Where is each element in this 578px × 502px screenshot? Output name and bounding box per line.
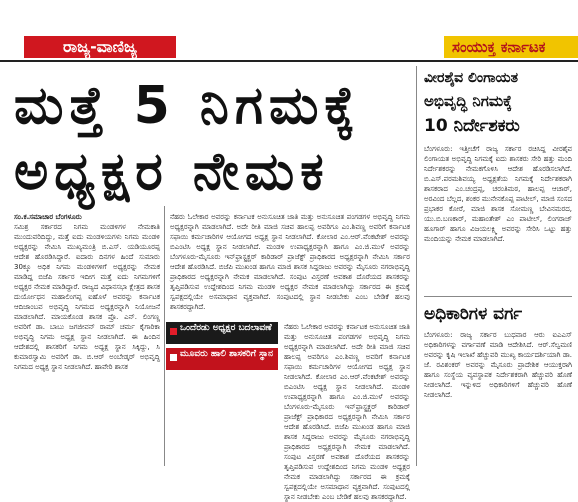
side-story-title-line-2: ಅಭಿವೃದ್ಧಿ ನಿಗಮಕ್ಕೆ: [424, 92, 512, 110]
lead-body-1: ಸಮಿಶ್ರ ಸರ್ಕಾರದ ನಿಗಮ ಮಂಡಳಿಗಳ ನೇಮಕಾತಿ ಮುಂದುವರಿದಿದ್ದು, ಮತ್ತೆ ಐದು ಮಂಡಳಿಯಗಳು ನಿಗಮ ಮಂಡಳಿ ಅಧ್ಯಕ್ಷರನ್ನು ನೇಮಿಸಿ ಮುಖ್ಯಮಂತ್ರಿ ಬಿ.ಎಸ್. ಯಡಿಯೂರಪ್ಪ ಆದೇಶ ಹೊರಡಿಸಿದ್ದಾರೆ. ಐದಾರು ದಿನಗಳ ಹಿಂದೆ ಸುಮಾರು 30ಕ್ಕೂ ಅಧಿಕ ನಿಗಮ ಮಂಡಳಿಗಳಿಗೆ ಅಧ್ಯಕ್ಷರನ್ನು ನೇಮಕ ಮಾಡಿದ್ದ ಬಿಜೆಪಿ ಸರ್ಕಾರ ಇದೀಗ ಮತ್ತೆ ಐದು ನಿಗಮಗಳಿಗೆ ಅಧ್ಯಕ್ಷರ ನೇಮಕ ಮಾಡಿದ್ದಾರೆ. ರಾಜ್ಯದ ವಿಧಾನಸಭಾ ಕ್ಷೇತ್ರದ ಶಾಸಕ ದುರ್ಯೋಧನ ಮಹಾಲಿಂಗಪ್ಪ ಐಹೊಳೆ ಅವರನ್ನು ಕರ್ನಾಟಕ ಆದಿಜಾಂಬವ ಅಭಿವೃದ್ಧಿ ನಿಗಮದ ಅಧ್ಯಕ್ಷರನ್ನಾಗಿ ನಿಯೋಜನೆ ಮಾಡಲಾಗಿದೆ. ಮಾಯಕೊಂಡ ಶಾಸಕ ಪ್ರೊ. ಎನ್. ಲಿಂಗಣ್ಣ ಅವರಿಗೆ ಡಾ. ಬಾಬು ಜಗಜೀವನ್ ರಾಮ್ ಚರ್ಮ ಕೈಗಾರಿಕಾ ಅಭಿವೃದ್ಧಿ ನಿಗಮ ಅಧ್ಯಕ್ಷ ಸ್ಥಾನ ನೀಡಲಾಗಿದೆ. ಈ ಹಿಂದಿನ ಆದೇಶದಲ್ಲಿ ಶಾಸಕರಿಗೆ ನಿಗಮ ಅಧ್ಯಕ್ಷ ಸ್ಥಾನ ಸಿಕ್ಕಿದ್ದು, ಸಿ ಕುಮಾರಸ್ವಾಮಿ ಅವರಿಗೆ ಡಾ. ಬಿ.ಆರ್ ಅಂಬೇಡ್ಕರ್ ಅಭಿವೃದ್ಧಿ ನಿಗಮದ ಅಧ್ಯಕ್ಷ ಸ್ಥಾನ ನೀಡಲಾಗಿದೆ. ಹಾವೇರಿ ಶಾಸಕ: [14, 223, 160, 371]
lead-column-1: [14, 212, 160, 466]
side-story-title-line-3: 10 ನಿರ್ದೇಶಕರು: [424, 116, 520, 136]
highlight-item: ಒಂದೆರಡು ಅಧ್ಯಕ್ಷರ ಬದಲಾವಣೆ: [166, 322, 278, 344]
transfer-story-body: ಬೆಂಗಳೂರು: ರಾಜ್ಯ ಸರ್ಕಾರ ಬುಧವಾರ ಆರು ಐಎಎಸ್ ಅಧಿಕಾರಿಗಳನ್ನು ವರ್ಗಾವಣೆ ಮಾಡಿ ಆದೇಶಿಸಿದೆ. ಆರ್.ಸೆಲ್ವಮಣಿ ಅವರನ್ನು ಕೃಷಿ ಇಲಾಖೆ ಹೆಚ್ಚುವರಿ ಮುಖ್ಯ ಕಾರ್ಯದರ್ಶಿಯಾಗಿ ಡಾ. ಜೆ. ರವಿಶಂಕರ್ ಅವರನ್ನು ಮೈಸೂರು ಪ್ರಾದೇಶಿಕ ಆಯುಕ್ತರಾಗಿ ಹಾಗೂ ಸಂಸ್ಥೆಯ ವ್ಯವಸ್ಥಾಪಕ ನಿರ್ದೇಶಕರಾಗಿ ಹೆಚ್ಚುವರಿ ಹೊಣೆ ನೀಡಲಾಗಿದೆ. ಇನ್ನುಳಿದ ಅಧಿಕಾರಿಗಳಿಗೆ ಹೆಚ್ಚುವರಿ ಹೊಣೆ ನೀಡಲಾಗಿದೆ.: [424, 331, 572, 399]
transfer-story-title: ಅಧಿಕಾರಿಗಳ ವರ್ಗ: [424, 304, 523, 324]
masthead: [0, 0, 578, 60]
headline-line-1: ಮತ್ತೆ 5 ನಿಗಮಕ್ಕೆ: [14, 76, 361, 136]
newspaper-brand: ಸಂಯುಕ್ತ ಕರ್ನಾಟಕ: [444, 36, 578, 58]
lead-column-2-top: [170, 212, 410, 320]
bullet-icon: [170, 354, 177, 361]
side-story-title-line-1: ವೀರಶೈವ ಲಿಂಗಾಯತ: [424, 70, 519, 86]
column-divider: [416, 66, 417, 466]
lead-body-2: ನೆಹರು ಓಲೇಕಾರ ಅವರನ್ನು ಕರ್ನಾಟಕ ಅನುಸೂಚಿತ ಜಾತಿ ಮತ್ತು ಅನುಸೂಚಿತ ಪಂಗಡಗಳ ಅಭಿವೃದ್ಧಿ ನಿಗಮ ಅಧ್ಯಕ್ಷರನ್ನಾಗಿ ಮಾಡಲಾಗಿದೆ. ಅದೇ ರೀತಿ ಮಾಜಿ ಸಚಿವ ಹಾಲಪ್ಪ ಅವರಿಗೂ ಎಂ.ಶಿವಣ್ಣ ಅವರಿಗೆ ಕರ್ನಾಟಕ ಸಫಾಯಿ ಕರ್ಮಚಾರಿಗಳ ಆಯೋಗದ ಅಧ್ಯಕ್ಷ ಸ್ಥಾನ ನೀಡಲಾಗಿದೆ. ಕೋಲಾರ ಎಂ.ಆರ್.ವೆಂಕಟೇಶ್ ಅವರನ್ನು ಬಿಎಂಟಿಸಿ ಅಧ್ಯಕ್ಷ ಸ್ಥಾನ ನೀಡಲಾಗಿದೆ. ಮಂಡಳಿ ಉಪಾಧ್ಯಕ್ಷರನ್ನಾಗಿ ಹಾಗೂ ಎಂ.ಜಿ.ಮುಳೆ ಅವರನ್ನು ಬೆಂಗಳೂರು-ಮೈಸೂರು ಇನ್‌ಫ್ರಾಸ್ಟ್ರಕ್ಚರ್ ಕಾರಿಡಾರ್ ಪ್ರಾಜೆಕ್ಟ್ ಪ್ರಾಧಿಕಾರದ ಅಧ್ಯಕ್ಷರನ್ನಾಗಿ ನೇಮಿಸಿ ಸರ್ಕಾರ ಆದೇಶ ಹೊರಡಿಸಿದೆ. ಬಿಜೆಪಿ ಮುಖಂಡ ಹಾಗೂ ಮಾಜಿ ಶಾಸಕ ಸಿದ್ದರಾಜು ಅವರನ್ನು ಮೈಸೂರು ನಗರಾಭಿವೃದ್ಧಿ ಪ್ರಾಧಿಕಾರದ ಅಧ್ಯಕ್ಷರನ್ನಾಗಿ ನೇಮಕ ಮಾಡಲಾಗಿದೆ. ಸಂಪುಟ ವಿಸ್ತರಣೆ ಅವಕಾಶ ದೊರೆಯದ ಶಾಸಕರನ್ನು ತೃಪ್ತಿಪಡಿಸುವ ಉದ್ದೇಶದಿಂದ ನಿಗಮ ಮಂಡಳಿ ಅಧ್ಯಕ್ಷರ ನೇಮಕ ಮಾಡಲಾಗಿದ್ದು ಸರ್ಕಾರದ ಈ ಕ್ರಮಕ್ಕೆ ಸ್ವಪಕ್ಷದಲ್ಲಿಯೇ ಅಸಮಾಧಾನ ವ್ಯಕ್ತವಾಗಿದೆ. ಸಂಪುಟದಲ್ಲಿ ಸ್ಥಾನ ನೀಡಬೇಕು ಎಂಬ ಬೇಡಿಕೆ ಹಲವು ಶಾಸಕರದ್ದಾಗಿದೆ.: [170, 213, 410, 311]
side-story-body: ಬೆಂಗಳೂರು: ಇತ್ತೀಚೆಗೆ ರಾಜ್ಯ ಸರ್ಕಾರ ರಚಿಸಿದ್ದ ವೀರಶೈವ ಲಿಂಗಾಯತ ಅಭಿವೃದ್ಧಿ ನಿಗಮಕ್ಕೆ ಐದು ಶಾಸಕರು ಸೇರಿ ಹತ್ತು ಮಂದಿ ನಿರ್ದೇಶಕರನ್ನು ನೇಮಕಗೊಳಿಸಿ ಆದೇಶ ಹೊರಡಿಸಲಾಗಿದೆ. ಬಿ.ಎಸ್.ಪರಮಶಿವಯ್ಯ ಅಧ್ಯಕ್ಷತೆಯ ನಿಗಮಕ್ಕೆ ನಿರ್ದೇಶಕರಾಗಿ ಶಾಸಕರಾದ ಎಂ.ಚಂದ್ರಪ್ಪ, ಚರಂತಿಮಠ, ಹಾಲಪ್ಪ ಆಚಾರ್, ಅರವಿಂದ ಬೆಲ್ಲದ, ಶಂಕರ ಮುನೇನಕೊಪ್ಪ ಪಾಟೀಲ್, ಮಾಜಿ ಸಂಸದ ಪ್ರಭಾಕರ ಕೋರೆ, ಮಾಜಿ ಶಾಸಕ ಸೋಮಣ್ಣ ಬೇವಿನಮರದ, ಯು.ಬಿ.ಬಣಕಾರ್, ಮಹಾಂತೇಶ್ ಎಂ ಪಾಟೀಲ್, ಲಿಂಗರಾಜ್ ಹೂಗಾರ್ ಹಾಗೂ ವಿಜಯಲಕ್ಷ್ಮಿ ಅವರನ್ನು ಸೇರಿಸಿ ಒಟ್ಟು ಹತ್ತು ಮಂದಿಯನ್ನು ನೇಮಕ ಮಾಡಲಾಗಿದೆ.: [424, 145, 572, 243]
highlights-box: [166, 322, 278, 398]
dateline: ಸಂ.ಕ.ಸಮಾಚಾರ ಬೆಂಗಳೂರು: [14, 213, 82, 221]
section-label: ರಾಜ್ಯ-ವಾಣಿಜ್ಯ: [24, 36, 176, 58]
lead-column-3: [284, 322, 410, 501]
column-divider-inner: [164, 206, 165, 466]
headline-line-2: ಅಧ್ಯಕ್ಷರ ನೇಮಕ: [14, 142, 330, 202]
side-divider: [424, 296, 572, 297]
lead-body-3: ನೆಹರು ಓಲೇಕಾರ ಅವರನ್ನು ಕರ್ನಾಟಕ ಅನುಸೂಚಿತ ಜಾತಿ ಮತ್ತು ಅನುಸೂಚಿತ ಪಂಗಡಗಳ ಅಭಿವೃದ್ಧಿ ನಿಗಮ ಅಧ್ಯಕ್ಷರನ್ನಾಗಿ ಮಾಡಲಾಗಿದೆ. ಅದೇ ರೀತಿ ಮಾಜಿ ಸಚಿವ ಹಾಲಪ್ಪ ಅವರಿಗೂ ಎಂ.ಶಿವಣ್ಣ ಅವರಿಗೆ ಕರ್ನಾಟಕ ಸಫಾಯಿ ಕರ್ಮಚಾರಿಗಳ ಆಯೋಗದ ಅಧ್ಯಕ್ಷ ಸ್ಥಾನ ನೀಡಲಾಗಿದೆ. ಕೋಲಾರ ಎಂ.ಆರ್.ವೆಂಕಟೇಶ್ ಅವರನ್ನು ಬಿಎಂಟಿಸಿ ಅಧ್ಯಕ್ಷ ಸ್ಥಾನ ನೀಡಲಾಗಿದೆ. ಮಂಡಳಿ ಉಪಾಧ್ಯಕ್ಷರನ್ನಾಗಿ ಹಾಗೂ ಎಂ.ಜಿ.ಮುಳೆ ಅವರನ್ನು ಬೆಂಗಳೂರು-ಮೈಸೂರು ಇನ್‌ಫ್ರಾಸ್ಟ್ರಕ್ಚರ್ ಕಾರಿಡಾರ್ ಪ್ರಾಜೆಕ್ಟ್ ಪ್ರಾಧಿಕಾರದ ಅಧ್ಯಕ್ಷರನ್ನಾಗಿ ನೇಮಿಸಿ ಸರ್ಕಾರ ಆದೇಶ ಹೊರಡಿಸಿದೆ. ಬಿಜೆಪಿ ಮುಖಂಡ ಹಾಗೂ ಮಾಜಿ ಶಾಸಕ ಸಿದ್ದರಾಜು ಅವರನ್ನು ಮೈಸೂರು ನಗರಾಭಿವೃದ್ಧಿ ಪ್ರಾಧಿಕಾರದ ಅಧ್ಯಕ್ಷರನ್ನಾಗಿ ನೇಮಕ ಮಾಡಲಾಗಿದೆ. ಸಂಪುಟ ವಿಸ್ತರಣೆ ಅವಕಾಶ ದೊರೆಯದ ಶಾಸಕರನ್ನು ತೃಪ್ತಿಪಡಿಸುವ ಉದ್ದೇಶದಿಂದ ನಿಗಮ ಮಂಡಳಿ ಅಧ್ಯಕ್ಷರ ನೇಮಕ ಮಾಡಲಾಗಿದ್ದು ಸರ್ಕಾರದ ಈ ಕ್ರಮಕ್ಕೆ ಸ್ವಪಕ್ಷದಲ್ಲಿಯೇ ಅಸಮಾಧಾನ ವ್ಯಕ್ತವಾಗಿದೆ. ಸಂಪುಟದಲ್ಲಿ ಸ್ಥಾನ ನೀಡಬೇಕು ಎಂಬ ಬೇಡಿಕೆ ಹಲವು ಶಾಸಕರದ್ದಾಗಿದೆ.: [284, 323, 410, 501]
masthead-rule: [0, 60, 578, 62]
highlight-item: ಮೂವರು ಹಾಲಿ ಶಾಸಕರಿಗೆ ಸ್ಥಾನ: [166, 348, 278, 370]
bullet-icon: [170, 328, 177, 335]
